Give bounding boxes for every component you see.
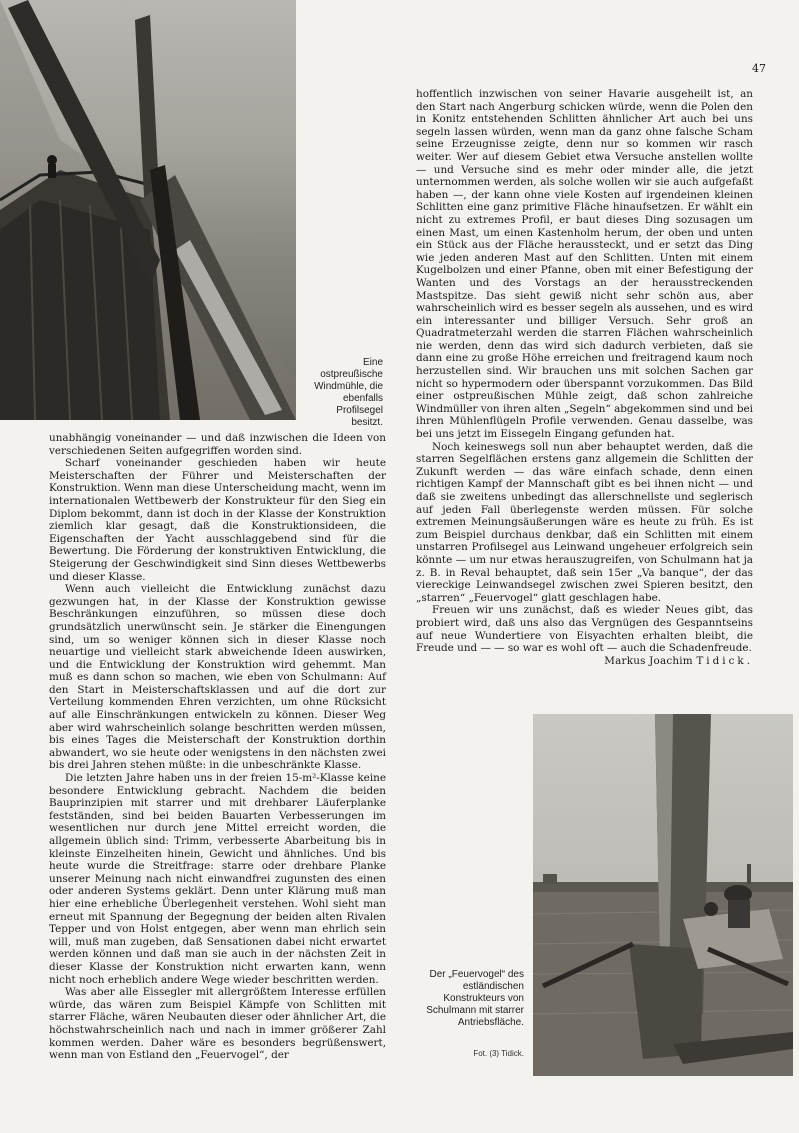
- paragraph: Scharf voneinander geschieden haben wir heute Meisterschaften der Führer und Meisterschaften der Konstruktion. Wenn man diese Unterscheidung macht, wenn im internationalen Wettbewerb der Konstrukteur für den Sieg ein Diplom bekommt, dann ist doch in der Klasse der Konstruktion ziemlich klar gesagt, daß die Konstruktionsideen, die Eigenschaften der Yacht ausschlaggebend sind für die Bewertung. Die Förderung der konstruktiven Entwicklung, die Steigerung der Geschwindigkeit sind Sinn dieses Wettbewerbs und dieser Klasse.: [49, 457, 386, 583]
- right-text-column: [416, 88, 753, 667]
- page-number: 47: [752, 62, 766, 75]
- paragraph: unabhängig voneinander — und daß inzwischen die Ideen von verschiedenen Seiten aufgegriffen worden sind.: [49, 432, 386, 457]
- paragraph: hoffentlich inzwischen von seiner Havarie ausgeheilt ist, an den Start nach Angerburg schicken würde, wenn die Polen den in Konitz entstehenden Schlitten ähnlicher Art auch bei uns segeln lassen würden, wenn man da ganz ohne falsche Scham seine Erzeugnisse zeigte, denn nur so kommen wir rasch weiter. Wer auf diesem Gebiet etwa Versuche anstellen wollte — und Versuche sind es mehr oder minder alle, die jetzt unternommen werden, als solche wollen wir sie auch aufgefaßt haben —, der kann ohne viele Kosten auf irgendeinen kleinen Schlitten eine ganz primitive Fläche hinaufsetzen. Er wählt ein nicht zu extremes Profil, er baut dieses Ding sozusagen um einen Mast, um einen Kastenholm herum, der oben und unten ein Stück aus der Fläche heraussteckt, und er setzt das Ding wie jeden anderen Mast auf den Schlitten. Unten mit einem Kugelbolzen und einer Pfanne, oben mit einer Befestigung der Wanten und des Vorstags an der herausstreckenden Mastspitze. Das sieht gewiß nicht sehr schön aus, aber wahrscheinlich wird es besser segeln als aussehen, und es wird ein interessanter und billiger Versuch. Sehr groß an Quadratmeterzahl werden die starren Flächen wahrscheinlich nie werden, denn das wird sich dadurch verbieten, daß sie dann eine zu große Höhe erreichen und freitragend kaum noch herzustellen sind. Wir brauchen uns mit solchen Sachen gar nicht so hypermodern oder überspannt vorzukommen. Das Bild einer ostpreußischen Mühle zeigt, daß schon zahlreiche Windmüller von ihren alten „Segeln“ abgekommen sind und bei ihren Mühlenflügeln Profile verwenden. Genau dasselbe, was bei uns jetzt im Eissegeln Eingang gefunden hat.: [416, 88, 753, 441]
- author-surname: Tidick.: [696, 654, 753, 667]
- paragraph: Noch keineswegs soll nun aber behauptet werden, daß die starren Segelflächen erstens ganz allgemein die Schlitten der Zukunft werden — das wäre einfach schade, denn einen richtigen Kampf der Mannschaft gibt es bei ihnen nicht — und daß sie zweitens unbedingt das allerschnellste und seglerisch auf jeden Fall überlegenste werden müssen. Für solche extremen Meinungsäußerungen wäre es heute zu früh. Es ist zum Beispiel durchaus denkbar, daß ein Schlitten mit einem unstarren Profilsegel aus Leinwand ungeheuer erfolgreich sein könnte — um nur etwas herauszugreifen, von Schulmann hat ja z. B. in Reval behauptet, daß sein 15er „Va banque“, der das viereckige Leinwandsegel zwischen zwei Spieren besitzt, den „starren“ „Feuervogel“ glatt geschlagen habe.: [416, 440, 753, 604]
- windmill-caption: Eine ostpreußische Windmühle, die ebenfalls Profilsegel besitzt.: [314, 357, 383, 428]
- author-signature: [416, 655, 753, 668]
- paragraph: Wenn auch vielleicht die Entwicklung zunächst dazu gezwungen hat, in der Klasse der Konstruktion gewisse Beschränkungen einzuführen, so müssen diese doch grundsätzlich unerwünscht sein. Je stärker die Einengungen sind, um so weniger können sich in dieser Klasse noch neuartige und vielleicht stark abweichende Ideen auswirken, und die Entwicklung der Konstruktion wird gehemmt. Man muß es dann schon so machen, wie eben von Schulmann: Auf den Start in Meisterschaftsklassen und auf die dort zur Verteilung kommenden Ehren verzichten, um ohne Rücksicht auf alle Einschränkungen entwickeln zu können. Dieser Weg aber wird wahrscheinlich solange beschritten werden müssen, bis eines Tages die Meisterschaft der Konstruktion dorthin abwandert, wo sie heute oder wenigstens in den nächsten zwei bis drei Jahren stehen müßte: in die unbeschränkte Klasse.: [49, 583, 386, 772]
- windmill-photo: [0, 0, 296, 420]
- author-first-names: Markus Joachim: [604, 654, 693, 667]
- paragraph: Was aber alle Eissegler mit allergrößtem Interesse erfüllen würde, das wären zum Beispiel Kämpfe von Schlitten mit starrer Fläche, wären Neubauten dieser oder ähnlicher Art, die höchstwahrscheinlich nach und nach in immer größerer Zahl kommen werden. Daher wäre es besonders begrüßenswert, wenn man von Estland den „Feuervogel“, der: [49, 986, 386, 1062]
- photo-credit: Fot. (3) Tidick.: [473, 1049, 524, 1058]
- windmill-illustration: [0, 0, 296, 420]
- iceboat-photo: [533, 714, 793, 1076]
- iceboat-illustration: [533, 714, 793, 1076]
- paragraph: Die letzten Jahre haben uns in der freien 15-m²-Klasse keine besondere Entwicklung gebracht. Nachdem die beiden Bauprinzipien mit starrer und mit drehbarer Läuferplanke festständen, sind bei beiden Bauarten Verbesserungen im wesentlichen nur durch jene Mittel erreicht worden, die allgemein üblich sind: Trimm, verbesserte Abarbeitung bis in kleinste Einzelheiten hinein, Gewicht und ähnliches. Und bis heute wurde die Streitfrage: starre oder drehbare Planke unserer Meinung nach nicht einwandfrei zugunsten des einen oder anderen Systems geklärt. Denn unter Klärung muß man hier eine erhebliche Überlegenheit verstehen. Wohl sieht man erneut mit Spannung der Begegnung der beiden alten Rivalen Tepper und von Holst entgegen, aber wenn man ehrlich sein will, muß man zugeben, daß Sensationen dabei nicht erwartet werden können und daß man sie auch in der nächsten Zeit in dieser Klasse der Konstruktion nicht erwarten kann, wenn nicht noch erheblich andere Wege wieder beschritten werden.: [49, 772, 386, 986]
- left-text-column: [49, 432, 386, 1062]
- iceboat-caption: Der „Feuervogel“ des estländischen Konstrukteurs von Schulmann mit starrer Antriebsfläche.: [426, 969, 524, 1028]
- paragraph: Freuen wir uns zunächst, daß es wieder Neues gibt, das probiert wird, daß uns also das Vergnügen des Gespanntseins auf neue Wundertiere von Eisyachten erhalten bleibt, die Freude und — — so war es wohl oft — auch die Schadenfreude.: [416, 604, 753, 655]
